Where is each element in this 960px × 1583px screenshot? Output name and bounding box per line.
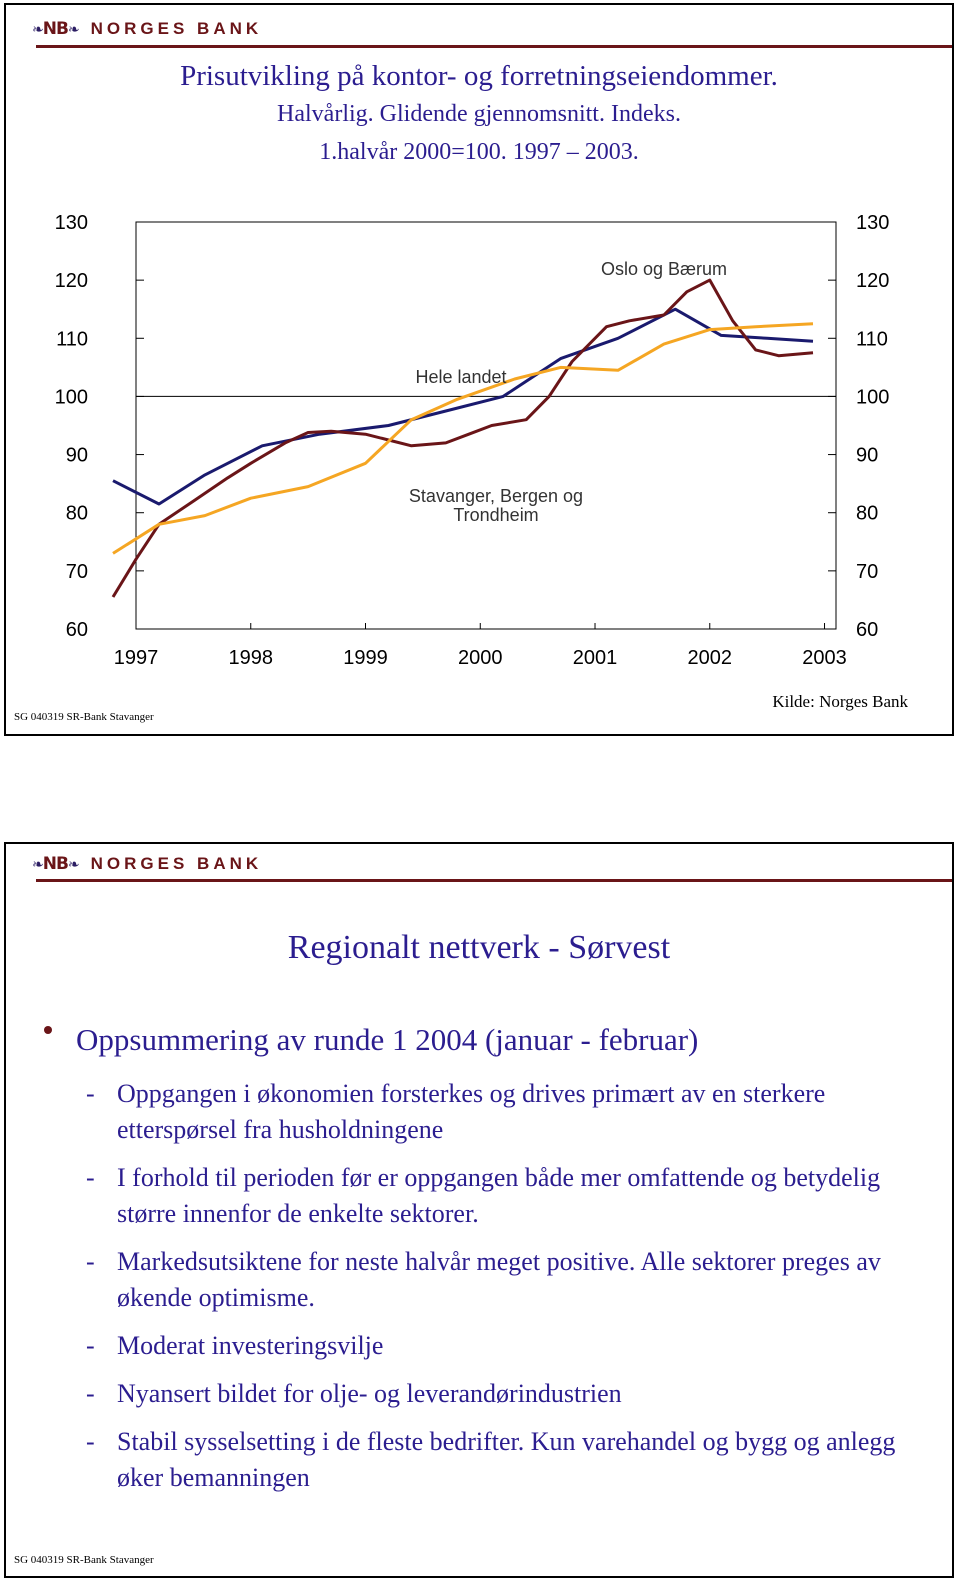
header-rule [36,879,952,882]
brand-name: NORGES BANK [90,19,263,38]
slide-title: Regionalt nettverk - Sørvest [287,929,671,966]
list-item: - Markedsutsiktene for neste halvår meget positive. Alle sektorer preges av økende optimisme. [86,1247,881,1312]
norges-bank-logo [32,852,262,876]
annotation-1: Hele landet [415,367,507,387]
nb-logo-mark: ❧NB❧ [32,854,79,874]
line-chart [6,205,952,725]
x-tick-label: 2003 [802,647,847,669]
main-bullet: Oppsummering av runde 1 2004 (januar - februar) [76,1022,699,1057]
chart-title: Prisutvikling på kontor- og forretningseiendommer. [180,60,778,92]
y-tick-label-left: 120 [54,270,88,293]
list-item: - I forhold til perioden før er oppgangen både mer omfattende og betydelig større innenfor de enkelte sektorer. [86,1163,881,1228]
annotation-2: Trondheim [453,505,539,525]
chart-subtitle-2: 1.halvår 2000=100. 1997 – 2003. [319,139,639,165]
y-tick-label-right: 120 [856,270,890,293]
nb-logo-mark: ❧NB❧ [32,19,79,39]
y-tick-label-left: 80 [65,502,88,525]
text-slide [4,842,954,1578]
y-tick-label-left: 60 [65,619,88,641]
y-tick-label-left: 100 [54,386,88,409]
summary-list [86,1076,906,1508]
y-tick-label-left: 90 [65,444,88,467]
y-tick-label-right: 60 [856,619,879,641]
y-tick-label-right: 110 [856,328,888,351]
annotation-2: Stavanger, Bergen og [408,486,584,506]
x-tick-label: 1998 [228,647,274,669]
annotation-0: Oslo og Bærum [600,259,728,279]
bullet-dot-icon [44,1026,52,1034]
slide-footer: SG 040319 SR-Bank Stavanger [14,711,154,723]
y-tick-label-left: 110 [56,328,88,351]
x-tick-label: 2001 [572,647,618,669]
x-tick-label: 1997 [113,647,159,669]
x-tick-label: 2000 [458,647,503,669]
header-rule [36,45,952,48]
y-tick-label-right: 130 [856,212,890,234]
chart-slide [4,3,954,736]
y-tick-label-left: 130 [54,212,88,234]
slide-footer: SG 040319 SR-Bank Stavanger [14,1554,154,1566]
y-tick-label-right: 100 [856,386,890,409]
chart-title-block [46,57,912,171]
y-tick-label-right: 90 [856,444,879,467]
x-tick-label: 2002 [687,647,733,669]
y-tick-label-left: 70 [65,560,88,583]
y-tick-label-right: 80 [856,502,879,525]
x-tick-label: 1999 [343,647,388,669]
list-item: - Nyansert bildet for olje- og leverandørindustrien [86,1379,622,1408]
list-item: - Oppgangen i økonomien forsterkes og drives primært av en sterkere etterspørsel fra husholdningene [86,1079,826,1144]
series-line-0 [113,309,813,504]
list-item: - Stabil sysselsetting i de fleste bedrifter. Kun varehandel og bygg og anlegg øker bemanningen [86,1427,896,1492]
source-note: Kilde: Norges Bank [772,692,908,711]
y-tick-label-right: 70 [856,560,879,583]
chart-subtitle-1: Halvårlig. Glidende gjennomsnitt. Indeks. [277,101,681,127]
brand-name: NORGES BANK [90,854,263,873]
norges-bank-logo [32,17,262,41]
list-item: - Moderat investeringsvilje [86,1331,384,1360]
plot-frame [136,222,836,629]
